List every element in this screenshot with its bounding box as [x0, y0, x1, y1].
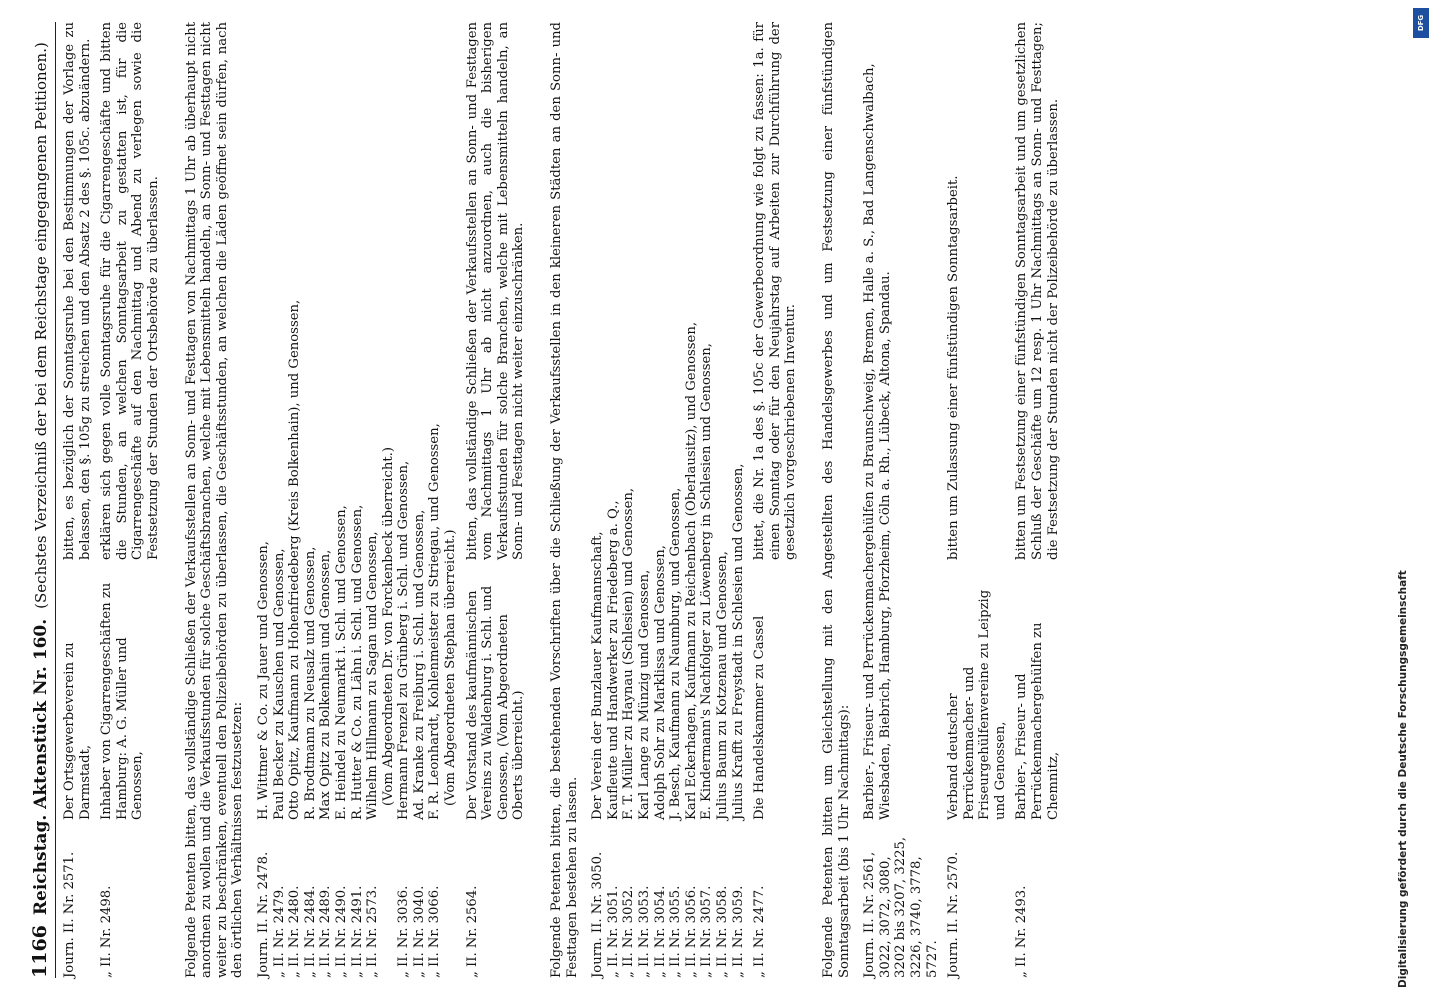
list-item — [668, 22, 684, 978]
list-item — [653, 22, 669, 978]
petitioner: Barbier-, Friseur- und Perrückenmachergehülfen zu Chemnitz, — [1014, 622, 1061, 820]
journal-number: „ II. Nr. 3036. — [396, 885, 412, 978]
presenter-note: (Vom Abgeordneten Stephan überreicht.) — [443, 529, 459, 806]
page-number: 1166 — [29, 925, 51, 978]
list-item — [381, 22, 397, 978]
list-item — [412, 22, 428, 978]
digitization-band — [1408, 0, 1432, 1000]
petitioner: Barbier-, Friseur- und Perrückenmachergehülfen zu Braunschweig, Bremen, Halle a. S., Bad Langenschwalbach, Wiesbaden, Biebrich, Hamburg, Pforzheim, Cöln a. Rh., Lübeck, Altona, Spandau. — [862, 63, 893, 820]
petition-request: bitten, es bezüglich der Sonntagsruhe bei den Bestimmungen der Vorlage zu belassen, den §. 105g zu streichen und den Absatz 2 des §. 105c. abzuändern. — [62, 22, 93, 560]
petitioner: Inhaber von Cigarrengeschäften zu Hamburg: A. G. Müller und Genossen, — [99, 582, 146, 820]
journal-number: „ II. Nr. 2493. — [1014, 885, 1030, 978]
petitioner: Kaufleute und Handwerker zu Friedeberg a. Q., — [605, 500, 621, 820]
journal-number: „ II. Nr. 3056. — [683, 885, 699, 978]
petitioner: Der Vorstand des kaufmännischen Vereins zu Waldenburg i. Schl. und Genossen, (Vom Abgeordneten Oberts überreicht.) — [464, 585, 527, 820]
section-intro: Folgende Petenten bitten, die bestehenden Vorschriften über die Schließung der Verkaufsstellen in den kleineren Städten an den Sonn- und Festtagen bestehen zu lassen. — [549, 22, 580, 978]
petitioner: Otto Opitz, Kaufmann zu Hohenfriedeberg (Kreis Bolkenhain), und Genossen, — [287, 299, 303, 820]
petitioner: Max Opitz zu Bolkenhain und Genossen, — [318, 549, 334, 820]
petitioner: Paul Becker zu Kauschen und Genossen, — [271, 548, 287, 820]
journal-number: „ II. Nr. 3053. — [637, 885, 652, 978]
journal-number: „ II. Nr. 2573. — [365, 885, 381, 978]
presenter-note: (Vom Abgeordneten Dr. von Forckenbeck überreicht.) — [380, 446, 396, 806]
list-item — [303, 22, 319, 978]
journal-number: „ II. Nr. 3059. — [730, 885, 746, 978]
journal-number: „ II. Nr. 2477. — [752, 885, 768, 978]
journal-number: Journ. II. Nr. 2478. — [255, 851, 271, 978]
petition-row — [862, 22, 940, 978]
petition-row — [62, 22, 93, 978]
petitioner: Adolph Sohr zu Marklissa und Genossen, — [652, 545, 668, 820]
petitioner: Ad. Kranke zu Freiburg i. Schl. und Genossen, — [411, 509, 427, 820]
petitioner: R. Brodtmann zu Neusalz und Genossen, — [302, 546, 318, 820]
journal-number: „ II. Nr. 3066. — [427, 885, 443, 978]
petitioner: Hermann Frenzel zu Grünberg i. Schl. und Genossen, — [396, 460, 412, 820]
page-header — [30, 22, 51, 978]
journal-number: „ II. Nr. 3054. — [652, 885, 668, 978]
journal-number: „ II. Nr. 3058. — [714, 885, 730, 978]
petitioner: F. T. Müller zu Haynau (Schlesien) und Genossen, — [621, 487, 637, 820]
petitioner: Karl Eckerhagen, Kaufmann zu Reichenbach (Oberlausitz), und Genossen, — [683, 321, 699, 820]
petitioner: Julius Baum zu Kotzenau und Genossen, — [714, 551, 730, 820]
page-subtitle: (Sechstes Verzeichniß der bei dem Reichstage eingegangenen Petitionen.) — [32, 42, 50, 609]
petition-row — [465, 22, 527, 978]
petition-request: bitten, das vollständige Schließen der Verkaufsstellen an Sonn- und Festtagen vom Nachmittags 1 Uhr ab nicht anzuordnen, auch die bisherigen Verkaufsstunden für solche Branchen, welche mit Lebensmitteln handeln, an Sonn- und Festtagen nicht weiter einzuschränken. — [464, 22, 527, 560]
page-title: Reichstag. Aktenstück Nr. 160. — [31, 618, 51, 916]
list-item — [684, 22, 700, 978]
block-1 — [62, 22, 162, 978]
petitioner: Die Handelskammer zu Cassel — [752, 615, 768, 820]
petitioner: Julius Krafft zu Freystadt in Schlesien und Genossen, — [730, 463, 746, 820]
journal-number — [443, 820, 459, 978]
journal-number: „ II. Nr. 2484. — [302, 885, 318, 978]
journal-number: „ II. Nr. 3040. — [411, 885, 427, 978]
petition-request: bitten um Festsetzung einer fünfstündigen Sonntagsarbeit und um gesetzlichen Schluß der Geschäfte um 12 resp. 1 Uhr Nachmittags an Sonn- und Festtagen; die Festsetzung der Stunden nicht der Polizeibehörde zu überlassen. — [1014, 22, 1061, 560]
list-item — [365, 22, 381, 978]
petitioner: Der Verein der Bunzlauer Kaufmannschaft, — [590, 531, 606, 820]
journal-number: Journ. II. Nr. 3050. — [590, 851, 606, 978]
petition-row — [99, 22, 161, 978]
petitioner: H. Wittmer & Co. zu Jauer und Genossen, — [255, 541, 271, 820]
petitioner: J. Besch, Kaufmann zu Naumburg, und Genossen, — [668, 487, 684, 820]
journal-number: „ II. Nr. 2498. — [99, 885, 115, 978]
digitization-credit: Digitalisierung gefördert durch die Deutsche Forschungsgemeinschaft — [1397, 570, 1409, 988]
petitioner: Der Ortsgewerbeverein zu Darmstadt, — [62, 642, 93, 820]
dfg-logo-text: DFG — [1417, 14, 1425, 32]
list-item — [699, 22, 715, 978]
journal-number: „ II. Nr. 3052. — [621, 885, 637, 978]
petition-row — [946, 22, 1008, 978]
header-rule — [55, 22, 56, 978]
petitioner-list-2 — [256, 22, 459, 978]
petition-request: bitten um Zulassung einer fünfstündigen Sonntagsarbeit. — [946, 175, 962, 560]
petitioner: Verband deutscher Perrückenmacher- und Friseurgehülfenvereine zu Leipzig und Genossen, — [946, 589, 1008, 820]
petition-request: erklären sich gegen volle Sonntagsruhe für die Cigarrengeschäfte und bitten die Stunden, an welchen Sonntagsarbeit zu gestatten ist, für die Cigarrengeschäfte auf den Nachmittag und Abend zu verlegen sowie die Festsetzung der Stunden der Ortsbehörde zu überlassen. — [99, 22, 161, 560]
list-item — [287, 22, 303, 978]
petitioner: Karl Lange zu Münzig und Genossen, — [637, 569, 652, 820]
list-item — [606, 22, 622, 978]
list-item — [350, 22, 366, 978]
list-item — [396, 22, 412, 978]
list-item — [590, 22, 606, 978]
petitioner: E. Kindermann's Nachfolger zu Löwenberg in Schlesien und Genossen, — [699, 343, 715, 820]
petitioner-list-4 — [590, 22, 746, 978]
journal-number: „ II. Nr. 3051. — [605, 885, 621, 978]
journal-number: „ II. Nr. 2564. — [464, 885, 480, 978]
journal-number: „ II. Nr. 3055. — [668, 885, 684, 978]
petition-request: bittet, die Nr. 1a des §. 105c der Gewerbeordnung wie folgt zu fassen: 1a. für einen Sonntag oder für den Neujahrstag auf Arbeiten zur Durchführung der gesetzlich vorgeschriebenen Inventur. — [752, 22, 799, 560]
journal-number: „ II. Nr. 2491. — [349, 885, 365, 978]
petitioner: R. Hutter & Co. zu Lähn i. Schl. und Genossen, — [349, 504, 365, 820]
journal-number: Journ. II. Nr. 2571. — [62, 851, 77, 978]
list-item — [621, 22, 637, 978]
petition-row — [1014, 22, 1061, 978]
journal-number: „ II. Nr. 2489. — [318, 885, 334, 978]
journal-number: Journ. II. Nr. 2561, 3022, 3072, 3080, 3202 bis 3207, 3225, 3226, 3740, 3778, 5727. — [862, 836, 940, 978]
list-item — [443, 22, 459, 978]
section-intro: Folgende Petenten bitten um Gleichstellung mit den Angestellten des Handelsgewerbes und um Festsetzung einer fünfstündigen Sonntagsarbeit (bis 1 Uhr Nachmittags): — [820, 22, 852, 978]
list-item — [715, 22, 731, 978]
list-item — [256, 22, 272, 978]
journal-number: „ II. Nr. 3057. — [699, 885, 715, 978]
petition-row — [752, 22, 799, 978]
list-item — [637, 22, 653, 978]
list-item — [272, 22, 288, 978]
journal-number: Journ. II. Nr. 2570. — [946, 851, 962, 978]
dfg-logo — [1413, 8, 1429, 38]
list-item — [731, 22, 747, 978]
list-item — [427, 22, 443, 978]
section-intro: Folgende Petenten bitten, das vollständige Schließen der Verkaufsstellen an Sonn- und Festtagen von Nachmittags 1 Uhr ab überhaupt nicht anordnen zu wollen und die Verkaufsstunden für solche Geschäftsbranchen, welche mit Lebensmitteln handeln, an Sonn- und Festtagen nicht weiter zu beschränken, eventuell den Polizeibehörden zu überlassen, die Geschäftsstunden, an welchen die Läden geöffnet sein dürfen, nach den örtlichen Verhältnissen festzusetzen: — [183, 22, 246, 978]
petitioner: E. Heindel zu Neumarkt i. Schl. und Genossen, — [333, 505, 349, 820]
journal-number — [381, 820, 397, 978]
petitioner: Wilhelm Hillmann zu Sagan und Genossen, — [365, 531, 381, 820]
petitioner: F. R. Leonhardt, Kohlenmeister zu Striegau, und Genossen, — [427, 423, 443, 820]
list-item — [334, 22, 350, 978]
journal-number: „ II. Nr. 2480. — [287, 885, 303, 978]
list-item — [318, 22, 334, 978]
journal-number: „ II. Nr. 2479. — [271, 885, 287, 978]
journal-number: „ II. Nr. 2490. — [333, 885, 349, 978]
